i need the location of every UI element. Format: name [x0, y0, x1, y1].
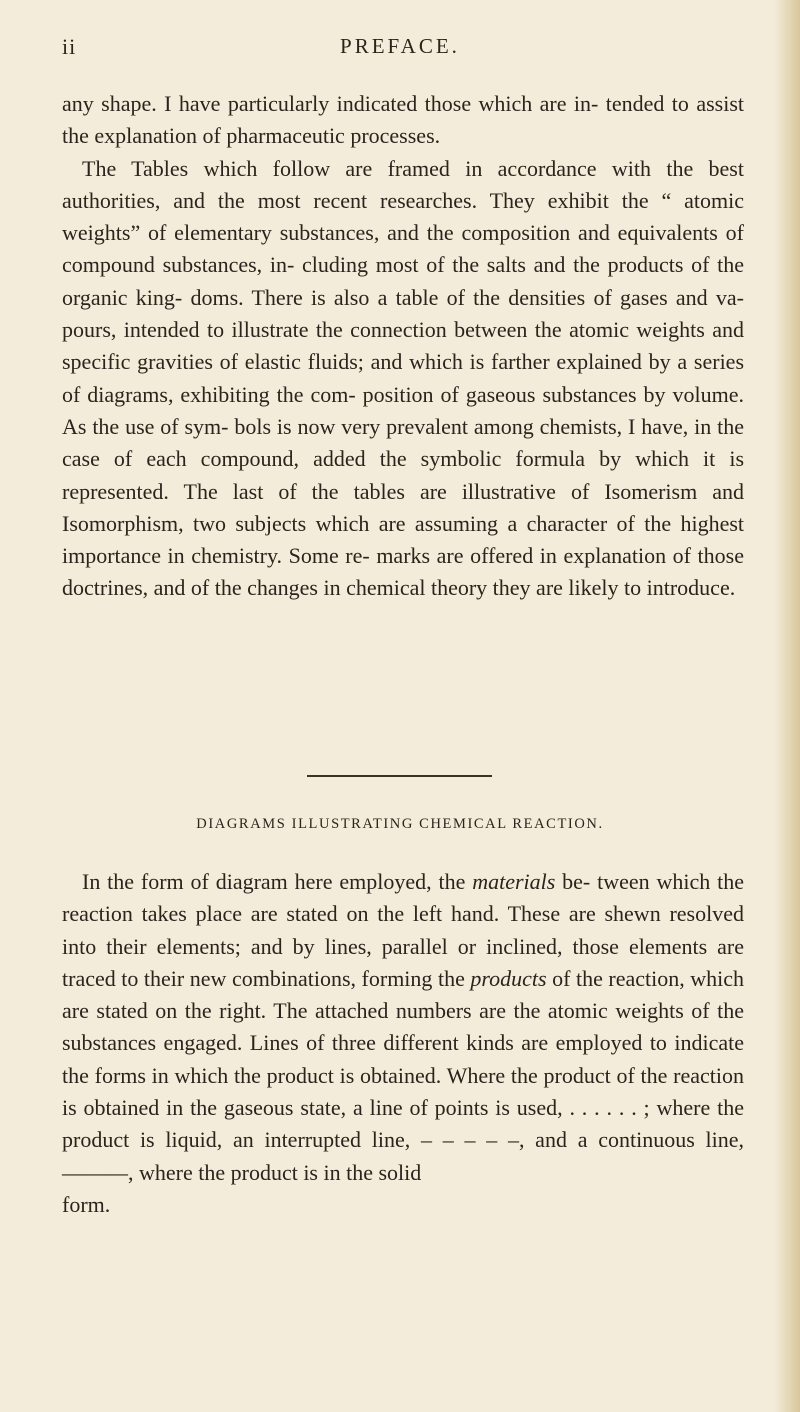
- text-line: weights and specific gravities of elastic fluids; and which is: [62, 317, 745, 375]
- running-head: PREFACE.: [340, 34, 460, 58]
- text-line: is obtained. Where the product of the reaction is obtained: [62, 1062, 744, 1121]
- text-line: in the gaseous state, a line of points is used, . . . . . . ; where: [166, 1095, 711, 1121]
- text-line: tended to assist the explanation of pharmaceutic processes.: [62, 91, 744, 149]
- text-line: case of each compound, added the symbolic formula by which: [62, 446, 689, 472]
- text-line: cluding most of the salts and the products of the organic king-: [62, 252, 745, 310]
- page-number: ii: [62, 34, 77, 59]
- text-line: tween which the reaction takes place are stated on the left: [62, 869, 745, 927]
- text-line: kinds are employed to indicate the forms in which the product: [62, 1030, 745, 1088]
- text-line: of the reaction, which: [546, 965, 745, 991]
- text-line: the best authorities, and the most recent researches. They: [62, 155, 744, 213]
- text-line: weights of the substances engaged. Lines of three different: [62, 998, 744, 1056]
- diagram-paragraph: [62, 866, 744, 1189]
- text-line: form.: [62, 1191, 111, 1217]
- text-line: continuous line, ———, where the product is in the solid: [62, 1127, 745, 1185]
- text-line: doms. There is also a table of the densities of gases and va-: [190, 284, 744, 310]
- page-edge-shadow: [774, 0, 800, 1412]
- preface-text: [62, 88, 744, 605]
- products-emphasis: products: [470, 965, 547, 991]
- text-line: farther explained by a series of diagrams, exhibiting the com-: [62, 349, 745, 407]
- text-line: pours, intended to illustrate the connection between the atomic: [62, 317, 629, 343]
- text-line: any shape. I have particularly indicated those which are in-: [62, 91, 599, 116]
- text-line: are stated on the right. The attached numbers are the atomic: [62, 998, 608, 1024]
- text-line: Isomerism and Isomorphism, two subjects which are assuming: [62, 478, 744, 536]
- text-line: bols is now very prevalent among chemists, I have, in the: [234, 413, 744, 439]
- text-line: it is represented. The last of the tables are illustrative of: [62, 446, 745, 504]
- diagram-explanation: [62, 866, 744, 1221]
- section-heading: DIAGRAMS ILLUSTRATING CHEMICAL REACTION.: [196, 816, 604, 832]
- page-header: [0, 34, 800, 64]
- text-line: marks are offered in explanation of those doctrines, and of the: [62, 543, 744, 601]
- tables-paragraph: [62, 153, 744, 605]
- text-line: exhibit the “ atomic weights” of elementary substances, and: [62, 187, 745, 246]
- intro-paragraph: [62, 88, 744, 153]
- text-line: lines, parallel or inclined, those elements are traced to their: [62, 933, 745, 991]
- section-divider: [307, 775, 492, 777]
- text-line: new combinations, forming the: [189, 965, 471, 991]
- text-line: hand. These are shewn resolved into their elements; and by: [62, 901, 744, 959]
- text-line: The Tables which follow are framed in accordance with: [82, 155, 652, 181]
- text-line: position of gaseous substances by volume. As the use of sym-: [62, 381, 744, 439]
- text-line: In the form of diagram here employed, the: [82, 869, 473, 894]
- text-line: the product is liquid, an interrupted line, – – – – –, and a: [62, 1095, 745, 1153]
- text-line: be-: [555, 869, 591, 894]
- text-line: a character of the highest importance in chemistry. Some re-: [62, 510, 745, 569]
- materials-emphasis: materials: [472, 869, 556, 894]
- final-line: [62, 1189, 744, 1221]
- text-line: changes in chemical theory they are likely to introduce.: [247, 575, 736, 601]
- text-line: the composition and equivalents of compound substances, in-: [62, 220, 744, 278]
